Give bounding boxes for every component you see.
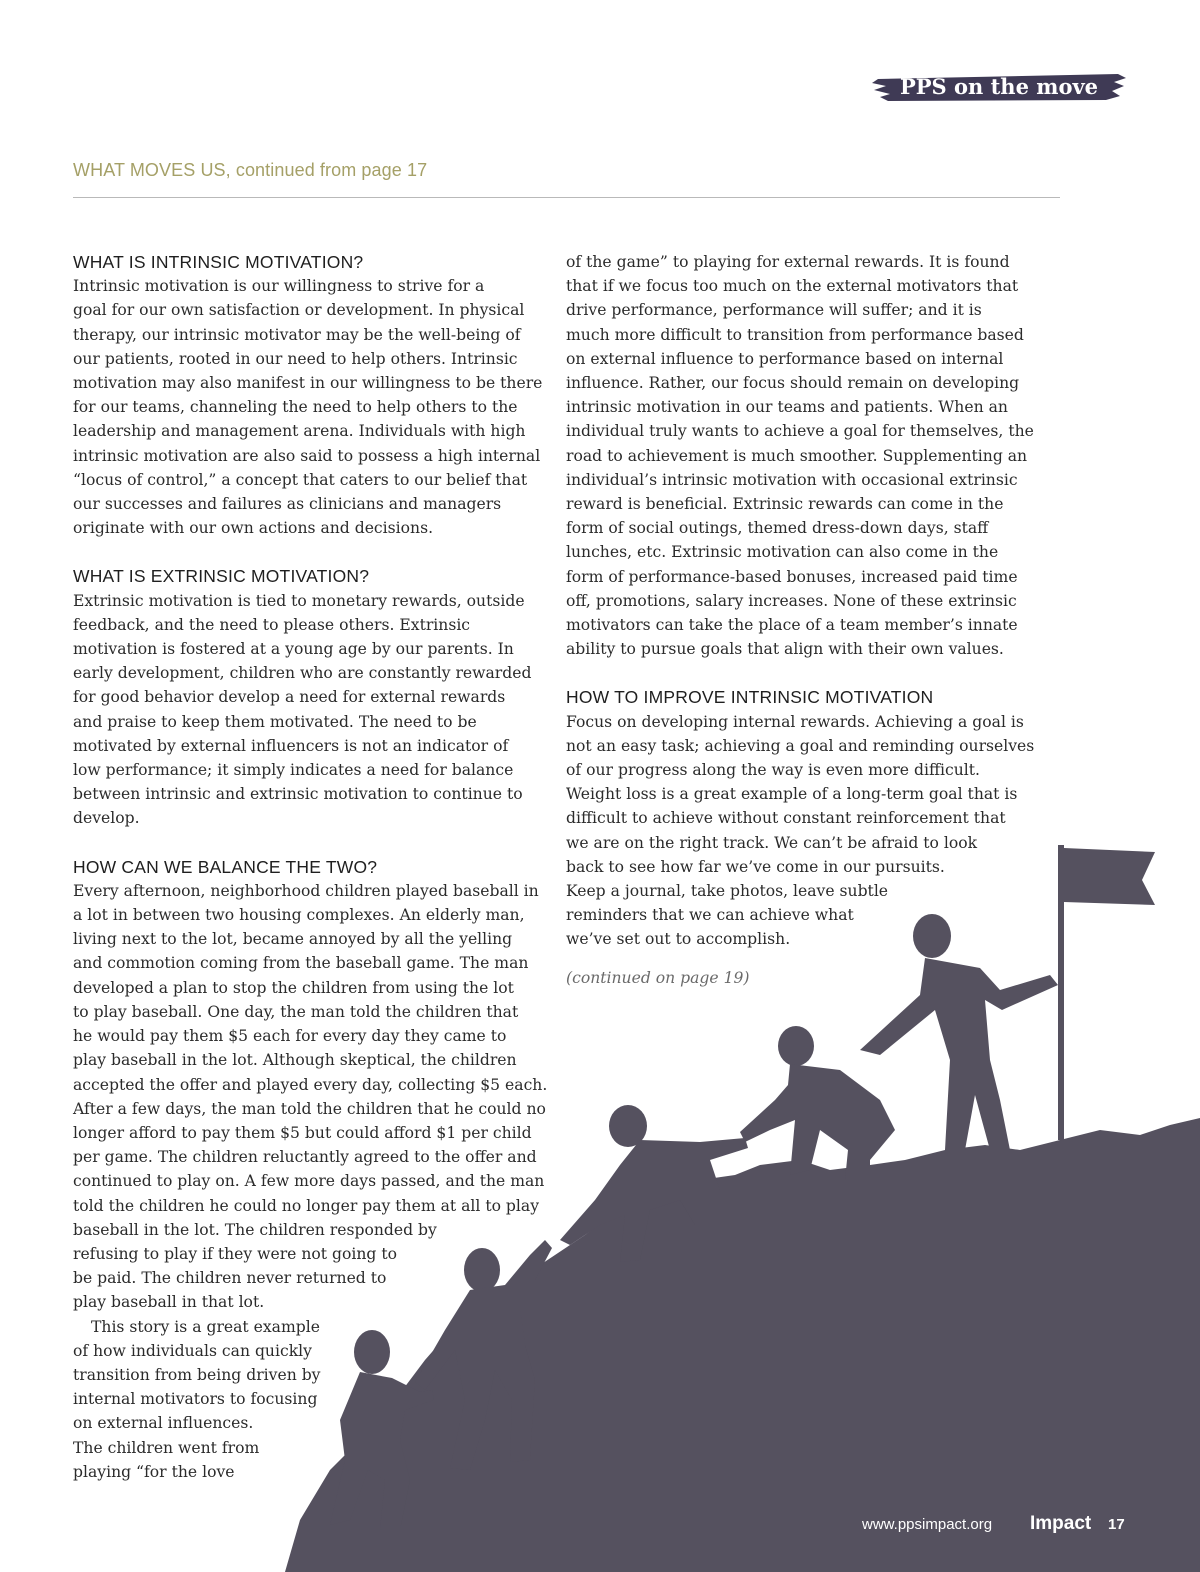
text-line: motivated by external influencers is not an indicator of — [73, 736, 509, 755]
text-line: motivation may also manifest in our willingness to be there — [73, 374, 543, 393]
text-line: The children went from — [73, 1438, 260, 1457]
text-line: originate with our own actions and decisions. — [73, 519, 434, 538]
text-line: play baseball in that lot. — [73, 1293, 265, 1312]
heading-extrinsic: WHAT IS EXTRINSIC MOTIVATION? — [73, 566, 370, 587]
text-line: Every afternoon, neighborhood children played baseball in — [73, 881, 539, 900]
page-number: 17 — [1108, 1516, 1125, 1533]
text-line: lunches, etc. Extrinsic motivation can also come in the — [566, 543, 999, 562]
paragraph-improve — [566, 710, 1042, 952]
text-line: of how individuals can quickly — [73, 1341, 312, 1360]
text-line: motivators can take the place of a team member’s innate — [566, 616, 1018, 635]
paragraph-intrinsic — [73, 274, 551, 540]
paragraph-extrinsic — [73, 589, 551, 831]
text-line: developed a plan to stop the children from using the lot — [73, 978, 514, 997]
text-line: we are on the right track. We can’t be afraid to look — [566, 833, 978, 852]
text-line: Keep a journal, take photos, leave subtle — [566, 882, 889, 901]
left-column — [73, 250, 551, 1484]
text-line: Intrinsic motivation is our willingness to strive for a — [73, 277, 485, 296]
text-line: our successes and failures as clinicians and managers — [73, 495, 502, 514]
text-line: between intrinsic and extrinsic motivation to continue to — [73, 785, 523, 804]
heading-intrinsic: WHAT IS INTRINSIC MOTIVATION? — [73, 252, 364, 272]
text-line: After a few days, the man told the children that he could no — [73, 1099, 546, 1118]
text-line: influence. Rather, our focus should remain on developing — [566, 374, 1020, 393]
text-line: feedback, and the need to please others. Extrinsic — [73, 615, 471, 634]
text-line: individual truly wants to achieve a goal for themselves, the — [566, 422, 1034, 441]
text-line: internal motivators to focusing — [73, 1390, 318, 1409]
text-line: therapy, our intrinsic motivator may be the well-being of — [73, 325, 521, 344]
text-line: difficult to achieve without constant reinforcement that — [566, 809, 1006, 828]
text-line: road to achievement is much smoother. Supplementing an — [566, 446, 1028, 465]
text-line: that if we focus too much on the external motivators that — [566, 277, 1019, 296]
text-line: he would pay them $5 each for every day they came to — [73, 1027, 507, 1046]
text-line: ability to pursue goals that align with their own values. — [566, 640, 1004, 659]
text-line: form of social outings, themed dress-down days, staff — [566, 519, 989, 538]
text-line: drive performance, performance will suffer; and it is — [566, 301, 982, 320]
text-line: a lot in between two housing complexes. An elderly man, — [73, 906, 525, 925]
continued-from-label: WHAT MOVES US, continued from page 17 — [73, 160, 428, 180]
text-line: to play baseball. One day, the man told the children that — [73, 1002, 519, 1021]
right-column — [566, 250, 1042, 990]
text-line: early development, children who are constantly rewarded — [73, 664, 532, 683]
text-line: we’ve set out to accomplish. — [566, 930, 791, 949]
paragraph-balance — [73, 879, 551, 1315]
text-line: playing “for the love — [73, 1462, 235, 1481]
text-line: continued to play on. A few more days passed, and the man — [73, 1172, 545, 1191]
text-line: per game. The children reluctantly agreed to the offer and — [73, 1148, 537, 1167]
text-line: longer afford to pay them $5 but could afford $1 per child — [73, 1123, 532, 1142]
section-tag-text: PPS on the move — [899, 74, 1099, 99]
text-line: and commotion coming from the baseball game. The man — [73, 954, 529, 973]
text-line: leadership and management arena. Individuals with high — [73, 422, 526, 441]
text-line: back to see how far we’ve come in our pursuits. — [566, 857, 945, 876]
text-line: reminders that we can achieve what — [566, 906, 854, 925]
text-line: low performance; it simply indicates a need for balance — [73, 761, 514, 780]
flag-icon — [1064, 848, 1155, 905]
text-line: Focus on developing internal rewards. Achieving a goal is — [566, 712, 1024, 731]
text-line: for good behavior develop a need for external rewards — [73, 688, 506, 707]
text-line: our patients, rooted in our need to help others. Intrinsic — [73, 349, 518, 368]
text-line: on external influences. — [73, 1414, 254, 1433]
text-line: accepted the offer and played every day, collecting $5 each. — [73, 1075, 548, 1094]
text-line: transition from being driven by — [73, 1365, 321, 1384]
text-line: on external influence to performance based on internal — [566, 349, 1004, 368]
text-line: “locus of control,” a concept that caters to our belief that — [73, 470, 528, 489]
text-line: play baseball in the lot. Although skeptical, the children — [73, 1051, 517, 1070]
continued-on-note: (continued on page 19) — [566, 968, 750, 987]
text-line: for our teams, channeling the need to help others to the — [73, 398, 518, 417]
paragraph-story — [73, 1315, 551, 1484]
text-line: be paid. The children never returned to — [73, 1269, 387, 1288]
text-line: of the game” to playing for external rewards. It is found — [566, 253, 1010, 271]
text-line: living next to the lot, became annoyed by all the yelling — [73, 930, 513, 949]
text-line: refusing to play if they were not going to — [73, 1244, 397, 1263]
text-line: Weight loss is a great example of a long-term goal that is — [566, 785, 1018, 804]
text-line: reward is beneficial. Extrinsic rewards can come in the — [566, 495, 1004, 514]
heading-balance: HOW CAN WE BALANCE THE TWO? — [73, 856, 378, 877]
text-line: off, promotions, salary increases. None of these extrinsic — [566, 591, 1017, 610]
text-line: form of performance-based bonuses, increased paid time — [566, 567, 1018, 586]
text-line: told the children he could no longer pay them at all to play — [73, 1196, 540, 1215]
text-line: motivation is fostered at a young age by our parents. In — [73, 640, 514, 659]
text-line: much more difficult to transition from performance based — [566, 325, 1024, 344]
text-line: This story is a great example — [91, 1317, 320, 1336]
text-line: Extrinsic motivation is tied to monetary rewards, outside — [73, 591, 525, 610]
text-line: not an easy task; achieving a goal and reminding ourselves — [566, 736, 1035, 755]
text-line: of our progress along the way is even more difficult. — [566, 761, 981, 780]
text-line: individual’s intrinsic motivation with occasional extrinsic — [566, 470, 1018, 489]
heading-improve: HOW TO IMPROVE INTRINSIC MOTIVATION — [566, 687, 934, 708]
text-line: and praise to keep them motivated. The need to be — [73, 712, 477, 731]
footer-url: www.ppsimpact.org — [862, 1516, 993, 1533]
footer-brand: Impact — [1030, 1513, 1092, 1534]
flag-pole — [1058, 845, 1064, 1140]
text-line: goal for our own satisfaction or development. In physical — [73, 301, 525, 320]
text-line: develop. — [73, 809, 140, 828]
paragraph-continuation — [566, 250, 1042, 661]
text-line: baseball in the lot. The children responded by — [73, 1220, 437, 1239]
text-line: intrinsic motivation in our teams and patients. When an — [566, 398, 1008, 417]
text-line: intrinsic motivation are also said to possess a high internal — [73, 446, 541, 465]
